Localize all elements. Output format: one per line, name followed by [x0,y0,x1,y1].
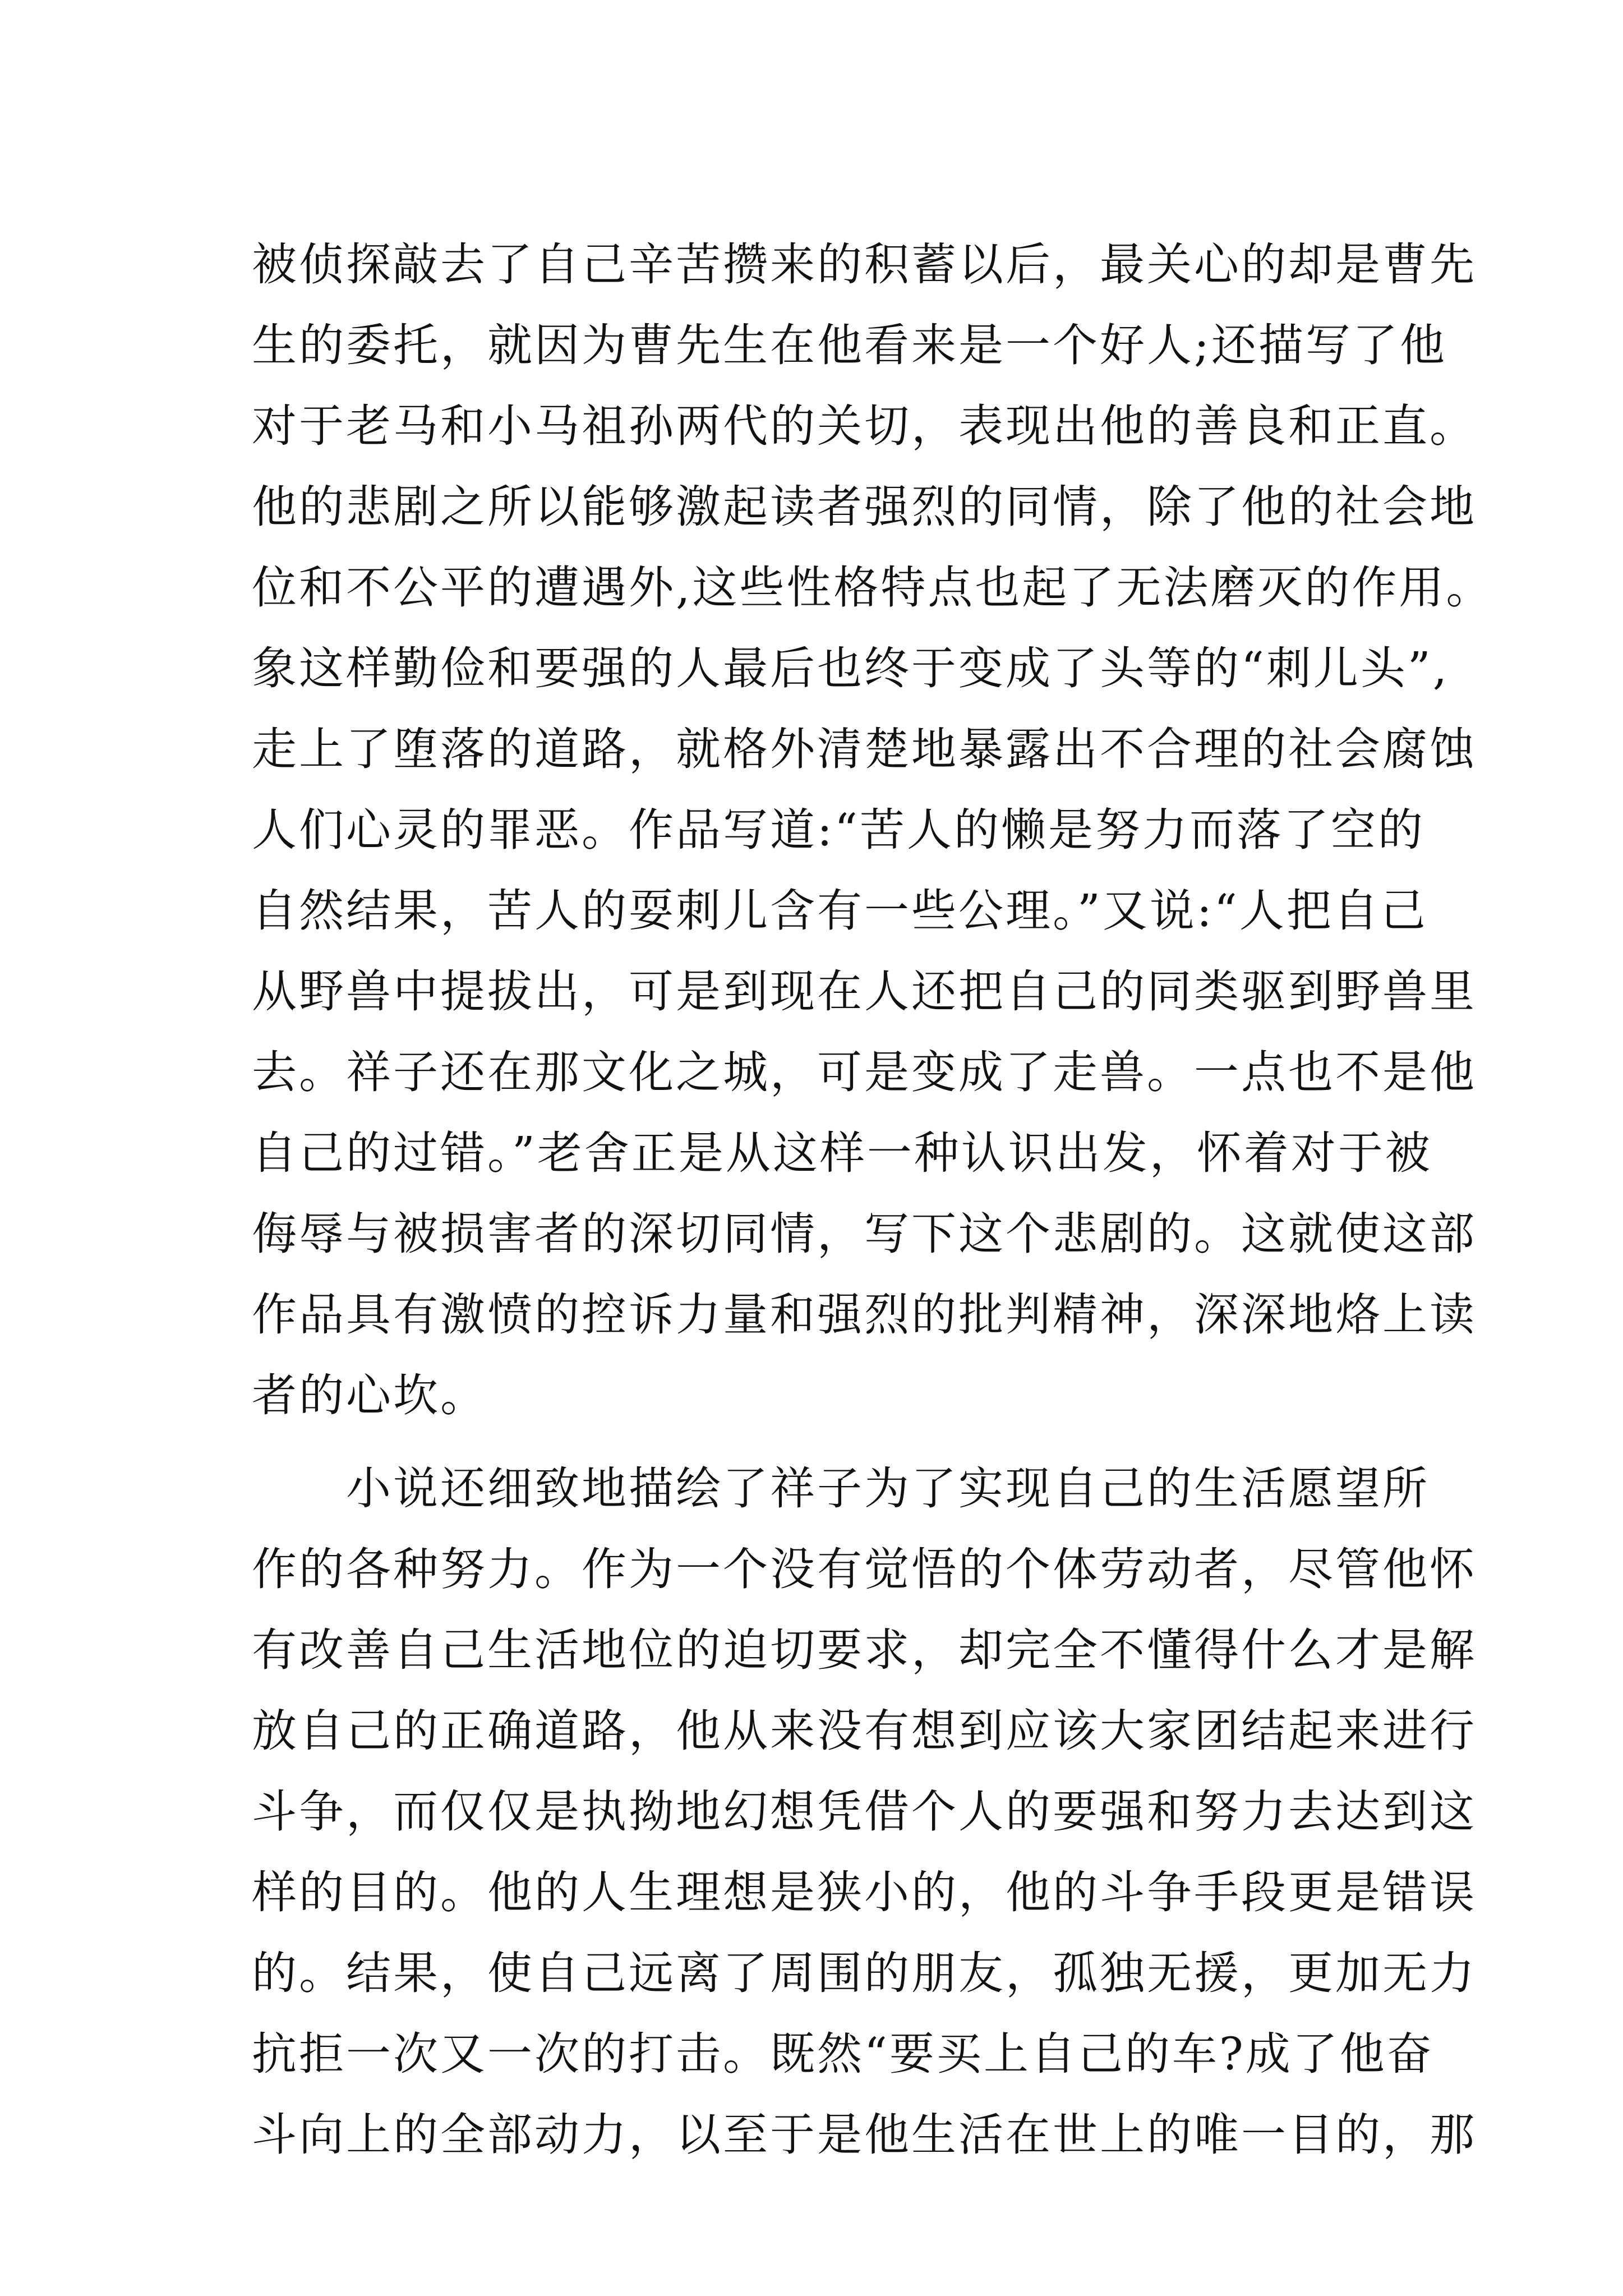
text-line: 位和不公平的遭遇外,这些性格特点也起了无法磨灭的作用。 [252,562,1493,614]
text-line: 放自己的正确道路，他从来没有想到应该大家团结起来进行 [252,1705,1477,1757]
text-line: 作品具有激愤的控诉力量和强烈的批判精神，深深地烙上读 [252,1289,1477,1341]
paragraph-spacer [252,1436,1379,1448]
text-line: 被侦探敲去了自己辛苦攒来的积蓄以后，最关心的却是曹先 [252,238,1477,291]
text-line: 者的心坎。 [252,1369,487,1421]
text-line: 去。祥子还在那文化之城，可是变成了走兽。一点也不是他 [252,1046,1477,1098]
text-line: 象这样勤俭和要强的人最后也终于变成了头等的“刺儿头”, [252,642,1450,694]
text-line: 斗向上的全部动力，以至于是他生活在世上的唯一目的，那 [252,2109,1477,2161]
text-line: 自然结果，苦人的耍刺儿含有一些公理。”又说:“人把自己 [252,885,1428,937]
text-line: 人们心灵的罪恶。作品写道:“苦人的懒是努力而落了空的 [252,804,1425,856]
paragraph-2 [252,1448,1477,2175]
text-line: 他的悲剧之所以能够激起读者强烈的同情，除了他的社会地 [252,481,1477,533]
text-line: 从野兽中提拔出，可是到现在人还把自己的同类驱到野兽里 [252,965,1477,1018]
text-line: 斗争，而仅仅是执拗地幻想凭借个人的要强和努力去达到这 [252,1786,1477,1838]
text-line: 自己的过错。”老舍正是从这样一种认识出发，怀着对于被 [252,1127,1432,1179]
text-line: 样的目的。他的人生理想是狭小的，他的斗争手段更是错误 [252,1866,1477,1918]
text-line: 抗拒一次又一次的打击。既然“要买上自己的车?成了他奋 [252,2028,1434,2080]
text-line: 走上了堕落的道路，就格外清楚地暴露出不合理的社会腐蚀 [252,723,1477,775]
text-line: 有改善自己生活地位的迫切要求，却完全不懂得什么才是解 [252,1624,1477,1676]
body-text [252,224,1493,2175]
text-line: 生的委托，就因为曹先生在他看来是一个好人;还描写了他 [252,319,1447,371]
text-line: 对于老马和小马祖孙两代的关切，表现出他的善良和正直。 [252,400,1477,452]
paragraph-1 [252,224,1493,1436]
text-line: 小说还细致地描绘了祥子为了实现自己的生活愿望所 [346,1462,1430,1515]
text-line: 的。结果，使自己远离了周围的朋友，孤独无援，更加无力 [252,1947,1477,1999]
text-line: 侮辱与被损害者的深切同情，写下这个悲剧的。这就使这部 [252,1208,1477,1260]
text-line: 作的各种努力。作为一个没有觉悟的个体劳动者，尽管他怀 [252,1543,1477,1595]
